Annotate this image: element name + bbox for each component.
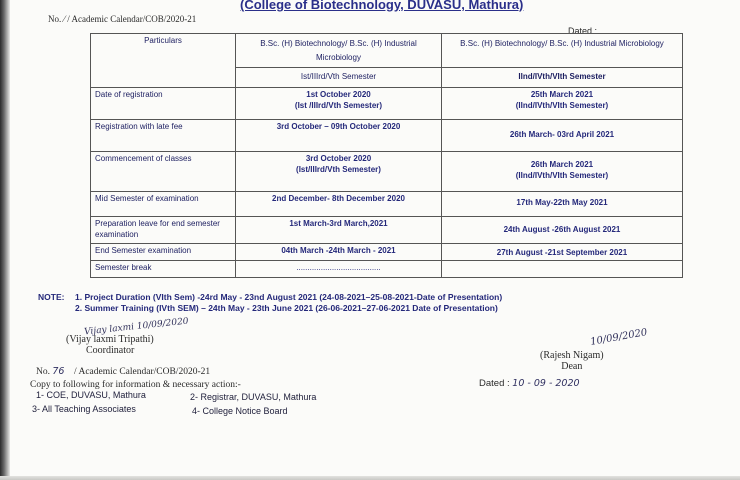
table-row bbox=[91, 152, 683, 192]
dean-signature: 10/09/2020 bbox=[589, 327, 649, 348]
row-label: Commencement of classes bbox=[91, 152, 236, 192]
footer-copy-line: Copy to following for information & necessary action:- bbox=[30, 380, 241, 390]
even-value: 26th March 2021 (IInd/IVth/VIth Semester) bbox=[442, 152, 683, 192]
header-particulars: Particulars bbox=[91, 34, 236, 88]
dean-title: Dean bbox=[561, 361, 583, 372]
even-value bbox=[442, 261, 683, 278]
row-label: Semester break bbox=[91, 261, 236, 278]
coordinator-name: (Vijay laxmi Tripathi) bbox=[66, 334, 154, 345]
footer-number: 76 bbox=[52, 366, 65, 377]
table-row bbox=[91, 88, 683, 120]
row-label: Registration with late fee bbox=[91, 120, 236, 152]
even-value: 17th May-22th May 2021 bbox=[442, 192, 683, 217]
table-row bbox=[91, 261, 683, 278]
header-even-semester bbox=[442, 34, 683, 88]
scan-page-edge bbox=[0, 0, 10, 480]
coordinator-signature: Vijay laxmi 10/09/2020 bbox=[83, 316, 190, 338]
odd-value: 1st March-3rd March,2021 bbox=[236, 217, 442, 244]
header-odd-semester bbox=[236, 34, 442, 88]
row-label: Mid Semester of examination bbox=[91, 192, 236, 217]
cc-item: 1- COE, DUVASU, Mathura bbox=[36, 390, 146, 400]
footer-dated: Dated : 10 - 09 - 2020 bbox=[479, 378, 580, 389]
even-value: 24th August -26th August 2021 bbox=[442, 217, 683, 244]
footer-dated-value: 10 - 09 - 2020 bbox=[512, 378, 580, 389]
even-value: 26th March- 03rd April 2021 bbox=[442, 120, 683, 152]
dated-label: Dated : bbox=[568, 26, 598, 36]
header-odd-title: B.Sc. (H) Biotechnology/ B.Sc. (H) Industrial Microbiology bbox=[236, 34, 441, 68]
table-row bbox=[91, 192, 683, 217]
odd-value: 3rd October 2020 (Ist/IIIrd/Vth Semester) bbox=[236, 152, 442, 192]
even-value: 27th August -21st September 2021 bbox=[442, 243, 683, 261]
scan-bottom-edge bbox=[0, 476, 740, 480]
header-odd-sem: Ist/IIIrd/Vth Semester bbox=[300, 72, 377, 81]
footer-ref: No. 76 / Academic Calendar/COB/2020-21 bbox=[36, 366, 211, 377]
academic-calendar-table bbox=[90, 33, 683, 278]
odd-value: ...................................... bbox=[236, 261, 442, 278]
dean-name: (Rajesh Nigam) bbox=[540, 350, 604, 361]
dean-block bbox=[540, 350, 604, 372]
note-summer-training: 2. Summer Training (IVth SEM) – 24th May - 23th June 2021 (26-06-2021–27-06-2021 Date of Presentation) bbox=[75, 303, 498, 313]
footer-block bbox=[30, 366, 241, 390]
cc-item: 4- College Notice Board bbox=[192, 406, 288, 416]
row-label: Date of registration bbox=[91, 88, 236, 120]
odd-value: 04th March -24th March - 2021 bbox=[236, 243, 442, 261]
college-title: (College of Biotechnology, DUVASU, Mathura) bbox=[240, 0, 524, 12]
coordinator-block bbox=[66, 334, 154, 356]
row-label: Preparation leave for end semester examination bbox=[91, 217, 236, 244]
odd-value: 2nd December- 8th December 2020 bbox=[236, 192, 442, 217]
notes-label: NOTE: bbox=[38, 292, 65, 302]
reference-number: No. ⁄ / Academic Calendar/COB/2020-21 bbox=[48, 14, 197, 24]
odd-value: 1st October 2020 (Ist /IIIrd/Vth Semester) bbox=[236, 88, 442, 120]
odd-value: 3rd October – 09th October 2020 bbox=[236, 120, 442, 152]
note-project-duration: 1. Project Duration (VIth Sem) -24rd May - 23nd August 2021 (24-08-2021–25-08-2021-Date of Presentation) bbox=[75, 292, 503, 302]
row-label: End Semester examination bbox=[91, 243, 236, 261]
even-value: 25th March 2021 (IInd/IVth/VIth Semester) bbox=[442, 88, 683, 120]
cc-item: 2- Registrar, DUVASU, Mathura bbox=[190, 392, 317, 402]
table-row bbox=[91, 120, 683, 152]
header-even-sem: IInd/IVth/VIth Semester bbox=[518, 72, 606, 81]
table-row bbox=[91, 243, 683, 261]
coordinator-title: Coordinator bbox=[86, 345, 135, 356]
header-even-title: B.Sc. (H) Biotechnology/ B.Sc. (H) Industrial Microbiology bbox=[442, 34, 682, 68]
cc-item: 3- All Teaching Associates bbox=[32, 404, 136, 414]
table-row bbox=[91, 217, 683, 244]
